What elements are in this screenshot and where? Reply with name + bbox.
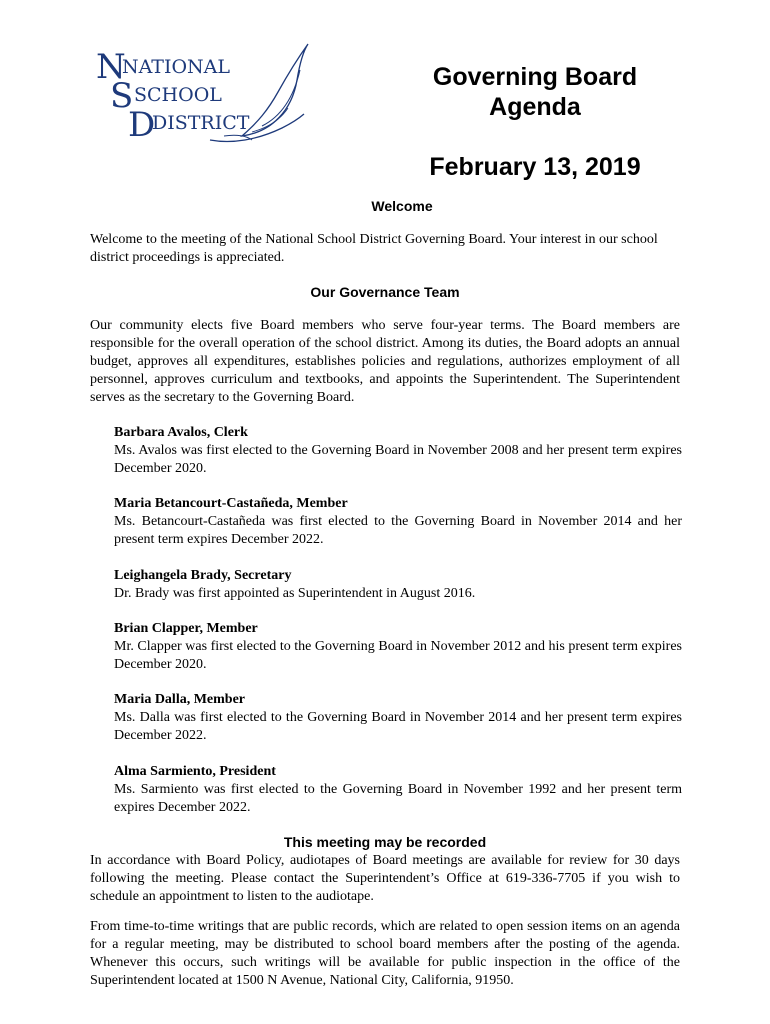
member-name: Brian Clapper, Member bbox=[114, 621, 258, 636]
member-desc: Ms. Avalos was first elected to the Governing Board in November 2008 and her present term expires December 2020. bbox=[114, 443, 682, 476]
logo-line2: SCHOOL bbox=[134, 84, 222, 106]
board-member bbox=[114, 567, 682, 603]
meeting-date: February 13, 2019 bbox=[429, 153, 641, 181]
svg-text:N: N bbox=[96, 47, 126, 87]
member-desc: Ms. Sarmiento was first elected to the Governing Board in November 1992 and her present term expires December 2022. bbox=[114, 782, 682, 815]
district-logo-graphic bbox=[92, 40, 314, 150]
title-line-1: Governing Board bbox=[432, 63, 638, 91]
title-line-2: Agenda bbox=[489, 93, 581, 121]
logo-line3: DISTRICT bbox=[152, 112, 250, 134]
svg-text:D: D bbox=[128, 105, 156, 145]
recorded-heading: This meeting may be recorded bbox=[283, 834, 487, 850]
board-member bbox=[114, 495, 682, 549]
member-name: Barbara Avalos, Clerk bbox=[114, 425, 248, 440]
member-desc: Dr. Brady was first appointed as Superintendent in August 2016. bbox=[114, 586, 476, 601]
svg-text:S: S bbox=[110, 76, 134, 116]
page-title bbox=[400, 62, 670, 122]
board-member bbox=[114, 620, 682, 674]
member-desc: Mr. Clapper was first elected to the Governing Board in November 2012 and his present term expires December 2020. bbox=[114, 639, 682, 672]
recorded-text-2: From time-to-time writings that are public records, which are related to open session items on an agenda for a regular meeting, may be distributed to school board members after the posting of the agenda. Whenever this occurs, such writings will be available for public inspection in the office of the Superintendent located at 1500 N Avenue, National City, California, 91950. bbox=[90, 919, 680, 988]
member-name: Maria Dalla, Member bbox=[114, 692, 246, 707]
governance-intro: Our community elects five Board members who serve four-year terms. The Board members are responsible for the overall operation of the school district. Among its duties, the Board adopts an annual budget, approves all expenditures, establishes policies and regulations, authorizes employment of all personnel, approves curriculum and textbooks, and appoints the Superintendent. The Superintendent serves as the secretary to the Governing Board. bbox=[90, 318, 680, 405]
member-desc: Ms. Betancourt-Castañeda was first elected to the Governing Board in November 2014 and her present term expires December 2022. bbox=[114, 514, 682, 547]
board-member bbox=[114, 763, 682, 817]
member-desc: Ms. Dalla was first elected to the Governing Board in November 2014 and her present term expires December 2022. bbox=[114, 710, 682, 743]
governance-heading: Our Governance Team bbox=[310, 284, 460, 300]
district-logo bbox=[92, 40, 314, 150]
welcome-heading: Welcome bbox=[371, 198, 433, 214]
welcome-text: Welcome to the meeting of the National School District Governing Board. Your interest in our school district proceedings is appreciated. bbox=[90, 232, 658, 265]
board-member bbox=[114, 691, 682, 745]
member-name: Leighangela Brady, Secretary bbox=[114, 568, 292, 583]
board-member bbox=[114, 424, 682, 478]
member-name: Alma Sarmiento, President bbox=[114, 764, 276, 779]
member-name: Maria Betancourt-Castañeda, Member bbox=[114, 496, 348, 511]
recorded-text-1: In accordance with Board Policy, audiotapes of Board meetings are available for review for 30 days following the meeting. Please contact the Superintendent’s Office at 619-336-7705 if you wish to schedule an appointment to listen to the audiotape. bbox=[90, 853, 680, 904]
logo-line1: NATIONAL bbox=[122, 56, 231, 78]
